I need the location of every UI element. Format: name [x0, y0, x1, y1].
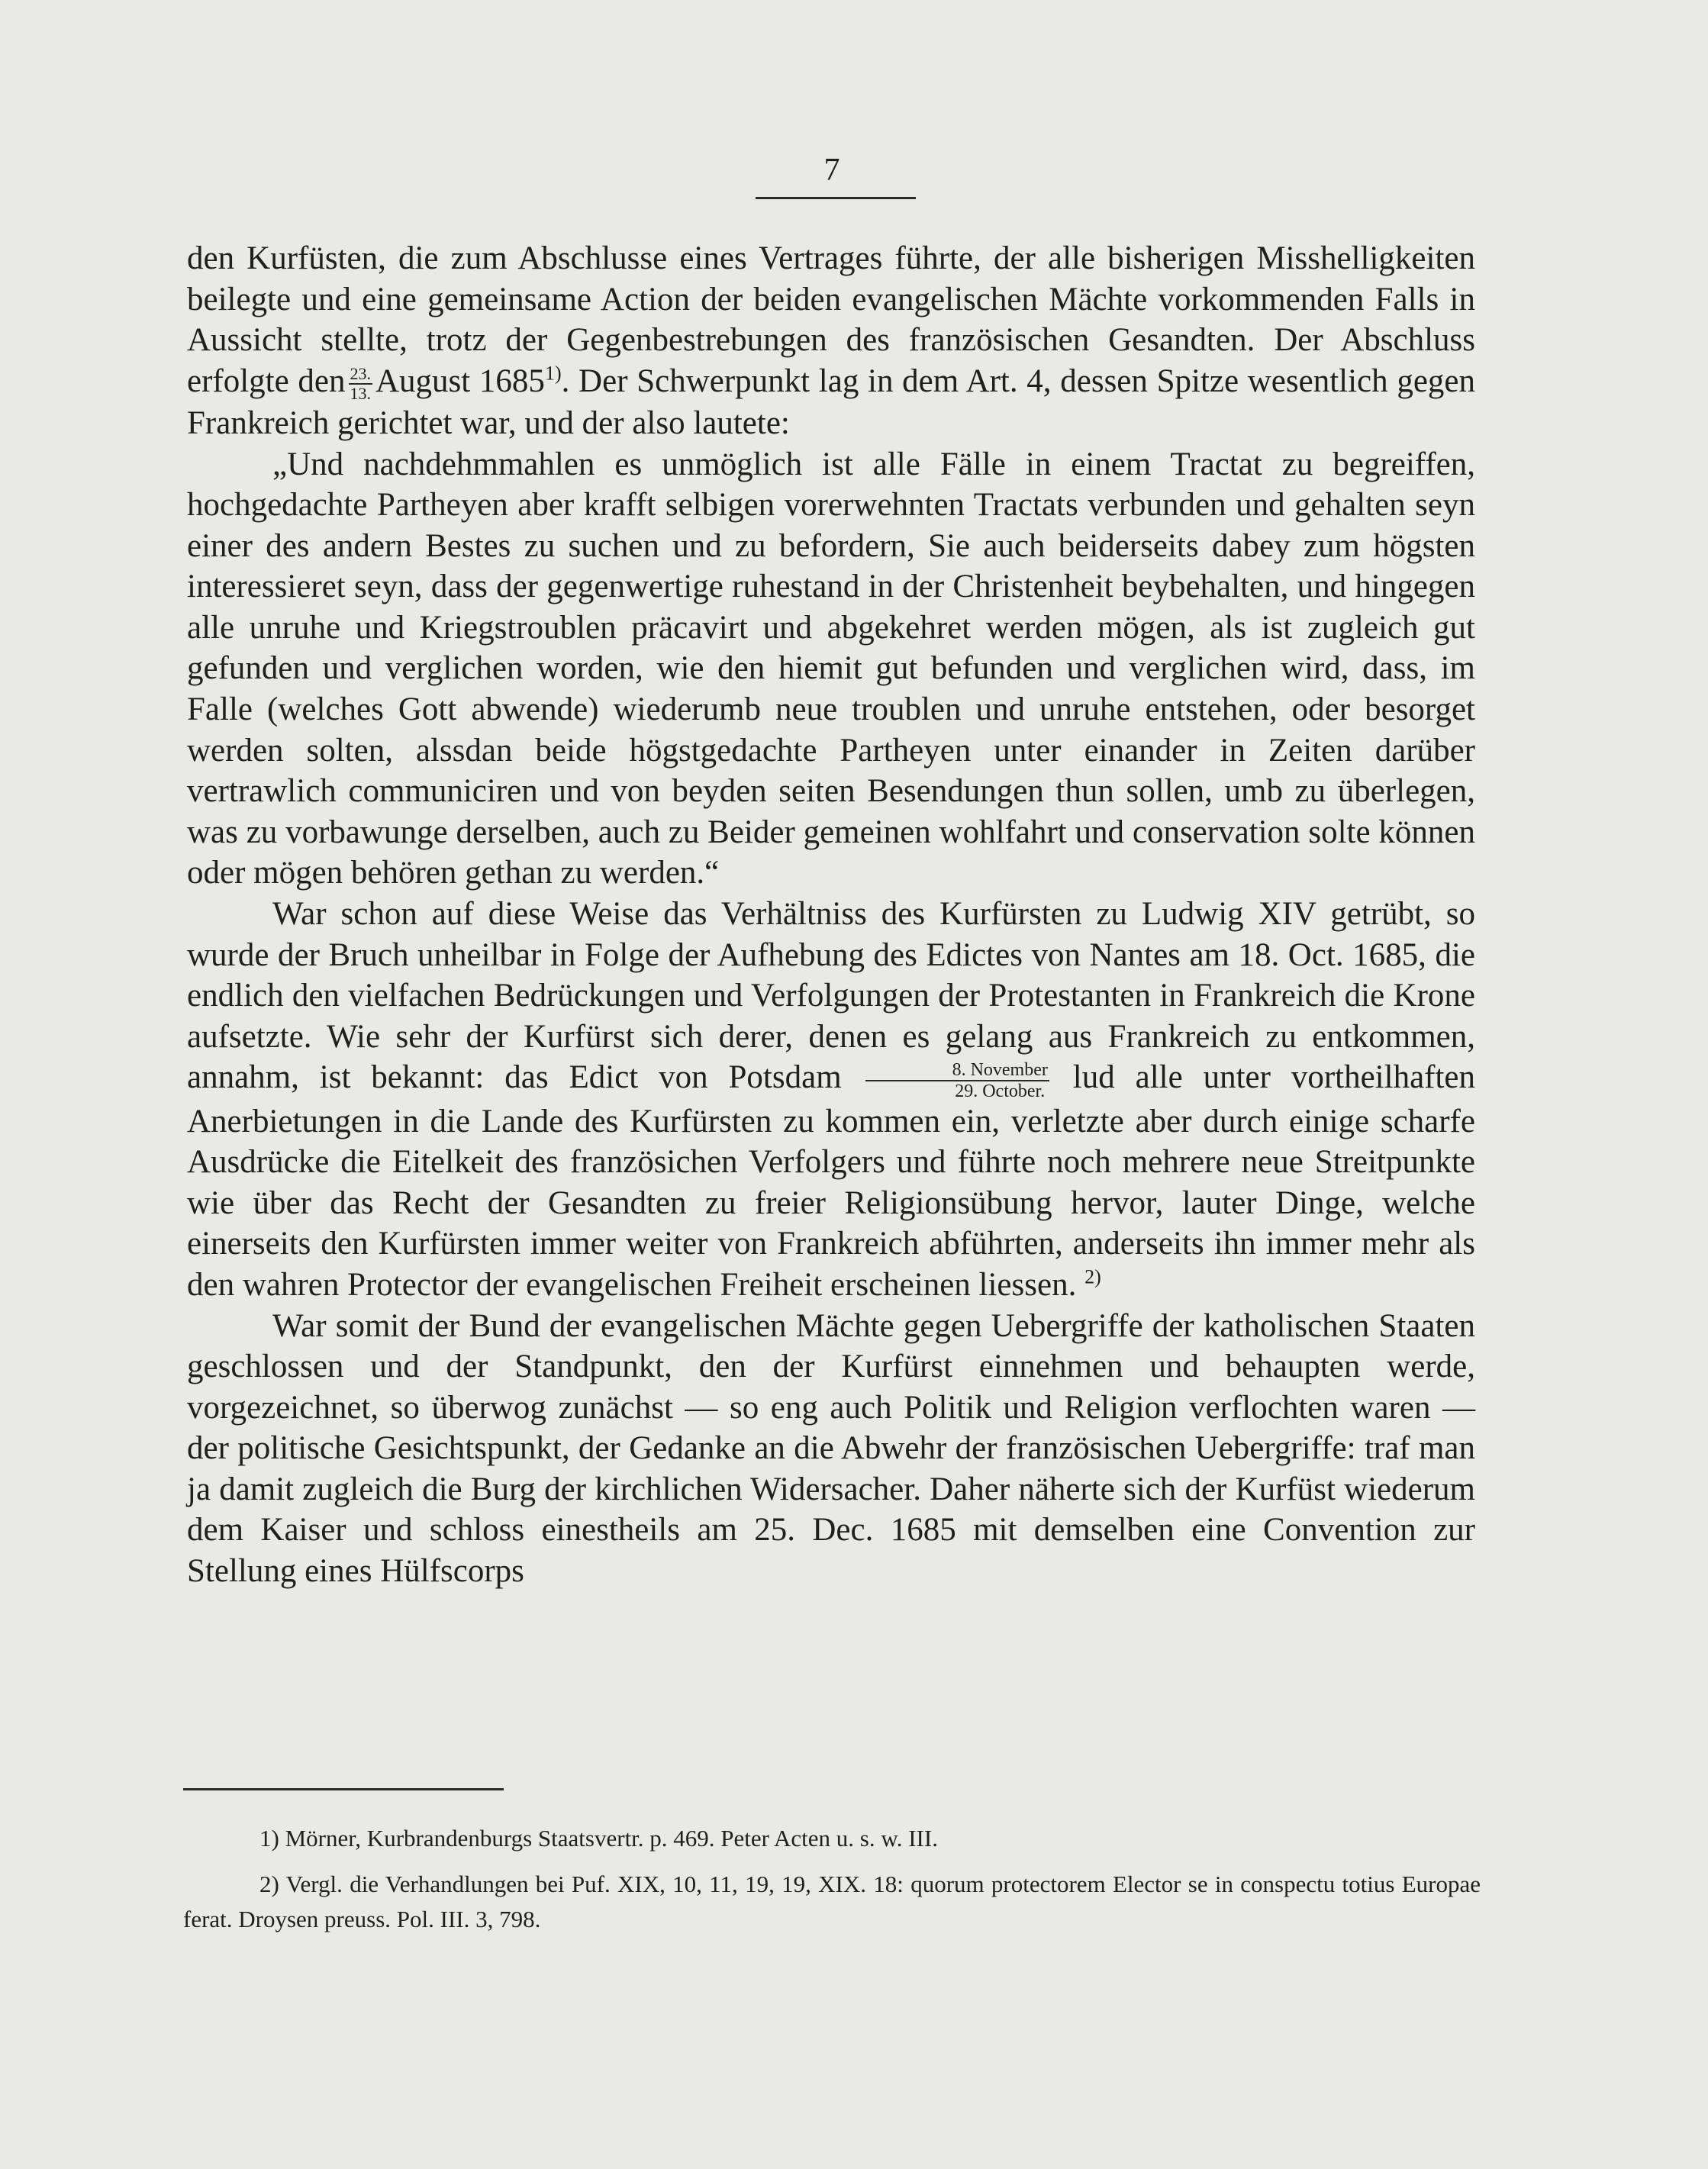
treaty-quotation: „Und nachdehmmahlen es unmöglich ist alle Fälle in einem Tractat zu begreiffen, hochgedachte Partheyen aber krafft selbigen vorerwehnten Tractats verbunden und gehalten seyn einer des andern Bestes zu suchen und zu befordern, Sie auch beiderseits dabey zum högsten interessieret seyn, dass der gegenwertige ruhestand in der Christenheit beybehalten, und hingegen alle unruhe und Kriegstroublen präcavirt und abgekehret werden mögen, als ist zugleich gut gefunden und verglichen worden, wie den hiemit gut befunden und verglichen wird, dass, im Falle (welches Gott abwende) wiederumb neue troublen und unruhe entstehen, oder besorget werden solten, alssdan beide högstgedachte Partheyen unter einander in Zeiten darüber vertrawlich communiciren und von beyden seiten Besendungen thun sollen, umb zu überlegen, was zu vorbawunge derselben, auch zu Beider gemeinen wohlfahrt und conservation solte können oder mögen behören gethan zu werden.“: [187, 446, 1475, 891]
footnotes: [183, 1821, 1481, 1948]
footnote-ref-2: 2): [1084, 1265, 1101, 1288]
paragraph-2: [187, 894, 1475, 1305]
page-number: 7: [823, 153, 840, 188]
footnote-2-mark: 2): [259, 1871, 279, 1897]
date-fraction-denominator: 13.: [350, 383, 371, 403]
paragraph-1-text-c: . Der Schwerpunkt lag in dem Art. 4, dessen Spitze wesentlich gegen Frankreich gerichtet war, und der also lautete:: [187, 363, 1476, 441]
paragraph-1-text-b: August 1685: [375, 363, 545, 399]
body-text: [187, 238, 1475, 1592]
footnote-2-text: Vergl. die Verhandlungen bei Puf. XIX, 10, 11, 19, 19, XIX. 18: quorum protectorem Elector se in conspectu totius Europae ferat. Droysen preuss. Pol. III. 3, 798.: [183, 1871, 1481, 1932]
footnote-2: [183, 1867, 1481, 1937]
paragraph-2-text-b: lud alle unter vortheilhaften Anerbietungen in die Lande des Kurfürsten zu kommen ein, verletzte aber durch einige scharfe Ausdrücke die Eitelkeit des französichen Verfolgers und führte noch mehrere neue Streitpunkte wie über das Recht der Gesandten zu freier Religionsübung hervor, lauter Dinge, welche einerseits den Kurfürsten immer weiter von Frankreich abführten, anderseits ihn immer mehr als den wahren Protector der evangelischen Freiheit erscheinen liessen.: [187, 1059, 1476, 1303]
date-fraction-potsdam: [865, 1060, 1049, 1101]
footnote-1-text: Mörner, Kurbrandenburgs Staatsvertr. p. 469. Peter Acten u. s. w. III.: [285, 1825, 938, 1852]
potsdam-fraction-numerator: 8. November: [865, 1060, 1049, 1081]
page-number-rule: [756, 197, 916, 199]
paragraph-1-text-a: den Kurfüsten, die zum Abschlusse eines Vertrages führte, der alle bisherigen Misshelligkeiten beilegte und eine gemeinsame Action der beiden evangelischen Mächte vorkommenden Falls in Aussicht stellte, trotz der Gegenbestrebungen des französischen Gesandten. Der Abschluss erfolgte den: [187, 240, 1475, 399]
footnote-1: [183, 1821, 1481, 1856]
footnote-1-mark: 1): [259, 1825, 279, 1852]
footnote-ref-1: 1): [544, 362, 562, 385]
paragraph-3: War somit der Bund der evangelischen Mächte gegen Uebergriffe der katholischen Staaten geschlossen und der Standpunkt, den der Kurfürst einnehmen und behaupten werde, vorgezeichnet, so überwog zunächst — so eng auch Politik und Religion verflochten waren — der politische Gesichtspunkt, der Gedanke an die Abwehr der französischen Uebergriffe: traf man ja damit zugleich die Burg der kirchlichen Widersacher. Daher näherte sich der Kurfüst wiederum dem Kaiser und schloss einestheils am 25. Dec. 1685 mit demselben eine Convention zur Stellung eines Hülfscorps: [187, 1307, 1475, 1590]
date-fraction-august: [349, 365, 373, 403]
footnote-separator: [183, 1788, 504, 1790]
paragraph-2-text-a: War schon auf diese Weise das Verhältniss des Kurfürsten zu Ludwig XIV getrübt, so wurde der Bruch unheilbar in Folge der Aufhebung des Edictes von Nantes am 18. Oct. 1685, die endlich den vielfachen Bedrückungen und Verfolgungen der Protestanten in Frankreich die Krone aufsetzte. Wie sehr der Kurfürst sich derer, denen es gelang aus Frankreich zu entkommen, annahm, ist bekannt: das Edict von Potsdam: [187, 896, 1475, 1096]
paragraph-1: [187, 238, 1475, 444]
potsdam-fraction-denominator: 29. October.: [955, 1081, 1046, 1101]
date-fraction-numerator: 23.: [350, 363, 371, 383]
